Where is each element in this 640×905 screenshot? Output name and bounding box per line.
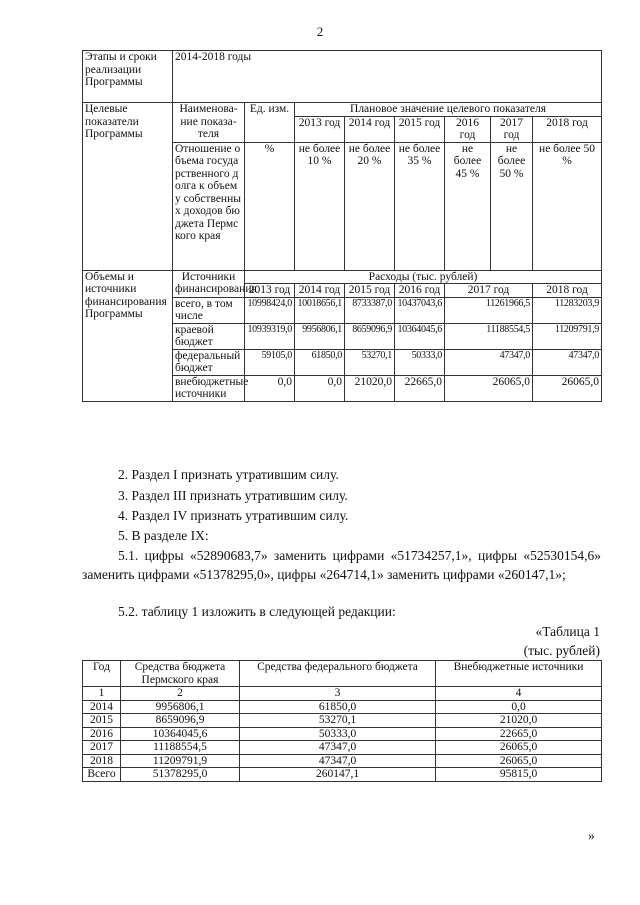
finance-source: всего, в том числе: [173, 297, 245, 323]
cell: 21020,0: [436, 714, 602, 728]
finance-value: 61850,0: [295, 349, 345, 375]
finance-value: 0,0: [245, 375, 295, 401]
indicator-year: 2018 год: [533, 116, 602, 142]
finance-value: 8659096,9: [345, 323, 395, 349]
finance-value: 11283203,9: [533, 297, 602, 323]
indicator-value: не более 50 %: [491, 142, 533, 270]
finance-source: внебюджетные источники: [173, 375, 245, 401]
finance-value: 10437043,6: [395, 297, 445, 323]
paragraph-5: 5. В разделе IX:: [118, 528, 209, 543]
column-number: 4: [436, 687, 602, 701]
finance-source: краевой бюджет: [173, 323, 245, 349]
paragraph-3: 3. Раздел III признать утратившим силу.: [118, 488, 348, 503]
table-row: [83, 700, 602, 714]
header-regional-budget: Средства бюджета Пермского края: [121, 661, 240, 687]
indicator-year: 2015 год: [395, 116, 445, 142]
indicator-value: не более 50 %: [533, 142, 602, 270]
indicator-unit: %: [245, 142, 295, 270]
indicator-name: Отношение объема государственного долга к объему собственных доходов бюджета Пермского края: [173, 142, 245, 270]
paragraph-4: 4. Раздел IV признать утратившим силу.: [118, 508, 349, 523]
finance-value: 10998424,0: [245, 297, 295, 323]
column-number: 2: [121, 687, 240, 701]
finance-year: 2018 год: [533, 284, 602, 298]
cell: 61850,0: [240, 700, 436, 714]
cell: 51378295,0: [121, 768, 240, 782]
cell: 260147,1: [240, 768, 436, 782]
stages-row: [83, 51, 602, 103]
finance-label: Объемы и источники финансирования Программы: [83, 270, 173, 401]
stages-value: 2014-2018 годы: [173, 51, 602, 103]
cell: 47347,0: [240, 741, 436, 755]
indicator-name-header: Наименова-ние показа-теля: [173, 103, 245, 143]
table-row: [83, 741, 602, 755]
finance-value: 11188554,5: [445, 323, 533, 349]
finance-year: 2017 год: [445, 284, 533, 298]
indicator-year: 2013 год: [295, 116, 345, 142]
paragraph-2: 2. Раздел I признать утратившим силу.: [118, 467, 339, 482]
finance-value: 0,0: [295, 375, 345, 401]
table-row: [83, 714, 602, 728]
table-row: [83, 754, 602, 768]
finance-value: 10939319,0: [245, 323, 295, 349]
cell: 2015: [83, 714, 121, 728]
page-number: 2: [316, 24, 324, 39]
finance-value: 26065,0: [445, 375, 533, 401]
indicator-year: 2014 год: [345, 116, 395, 142]
cell: 11188554,5: [121, 741, 240, 755]
finance-year: 2015 год: [345, 284, 395, 298]
cell: 2018: [83, 754, 121, 768]
finance-value: 21020,0: [345, 375, 395, 401]
finance-year: 2016 год: [395, 284, 445, 298]
finance-value: 11261966,5: [445, 297, 533, 323]
indicator-unit-header: Ед. изм.: [245, 103, 295, 143]
header-year: Год: [83, 661, 121, 687]
paragraph-5-1: 5.1. цифры «52890683,7» заменить цифрами «51734257,1», цифры «52530154,6» заменить цифрами «51378295,0», цифры «264714,1» заменить цифрами «260147,1»;: [82, 548, 601, 582]
finance-value: 47347,0: [445, 349, 533, 375]
column-number: 1: [83, 687, 121, 701]
cell: 22665,0: [436, 727, 602, 741]
finance-value: 47347,0: [533, 349, 602, 375]
closing-quote: »: [588, 828, 595, 843]
finance-year: 2014 год: [295, 284, 345, 298]
indicator-value: не более 35 %: [395, 142, 445, 270]
finance-value: 11209791,9: [533, 323, 602, 349]
cell: 26065,0: [436, 741, 602, 755]
stages-label: Этапы и сроки реализации Программы: [83, 51, 173, 103]
cell: 26065,0: [436, 754, 602, 768]
cell: 9956806,1: [121, 700, 240, 714]
table-caption: «Таблица 1: [535, 624, 600, 639]
indicators-header-row: [83, 103, 602, 117]
planned-value-header: Плановое значение целевого показателя: [295, 103, 602, 117]
cell: 53270,1: [240, 714, 436, 728]
finance-value: 10018656,1: [295, 297, 345, 323]
cell: 2017: [83, 741, 121, 755]
cell: 11209791,9: [121, 754, 240, 768]
program-passport-table: [82, 50, 602, 402]
finance-value: 26065,0: [533, 375, 602, 401]
finance-value: 50333,0: [395, 349, 445, 375]
finance-source-header: Источники финансирования: [173, 270, 245, 297]
header-federal-budget: Средства федерального бюджета: [240, 661, 436, 687]
cell: 0,0: [436, 700, 602, 714]
finance-value: 53270,1: [345, 349, 395, 375]
finance-value: 59105,0: [245, 349, 295, 375]
expenses-header: Расходы (тыс. рублей): [245, 270, 602, 284]
indicators-label: Целевые показатели Программы: [83, 103, 173, 271]
table-unit: (тыс. рублей): [523, 643, 600, 658]
indicator-value: не более 20 %: [345, 142, 395, 270]
table-total-row: [83, 768, 602, 782]
paragraph-5-2: 5.2. таблицу 1 изложить в следующей редакции:: [118, 604, 396, 619]
cell: Всего: [83, 768, 121, 782]
indicator-value: не более 45 %: [445, 142, 491, 270]
finance-value: 9956806,1: [295, 323, 345, 349]
table-1: [82, 660, 602, 782]
cell: 2014: [83, 700, 121, 714]
cell: 50333,0: [240, 727, 436, 741]
cell: 95815,0: [436, 768, 602, 782]
header-extrabudgetary: Внебюджетные источники: [436, 661, 602, 687]
finance-value: 22665,0: [395, 375, 445, 401]
table-numbering-row: [83, 687, 602, 701]
cell: 47347,0: [240, 754, 436, 768]
finance-value: 8733387,0: [345, 297, 395, 323]
cell: 10364045,6: [121, 727, 240, 741]
column-number: 3: [240, 687, 436, 701]
cell: 2016: [83, 727, 121, 741]
finance-header-row: [83, 270, 602, 284]
table-row: [83, 727, 602, 741]
finance-source: федеральный бюджет: [173, 349, 245, 375]
finance-value: 10364045,6: [395, 323, 445, 349]
indicator-value: не более 10 %: [295, 142, 345, 270]
indicator-year: 2016 год: [445, 116, 491, 142]
indicator-year: 2017 год: [491, 116, 533, 142]
finance-year: 2013 год: [245, 284, 295, 298]
cell: 8659096,9: [121, 714, 240, 728]
table-header-row: [83, 661, 602, 687]
